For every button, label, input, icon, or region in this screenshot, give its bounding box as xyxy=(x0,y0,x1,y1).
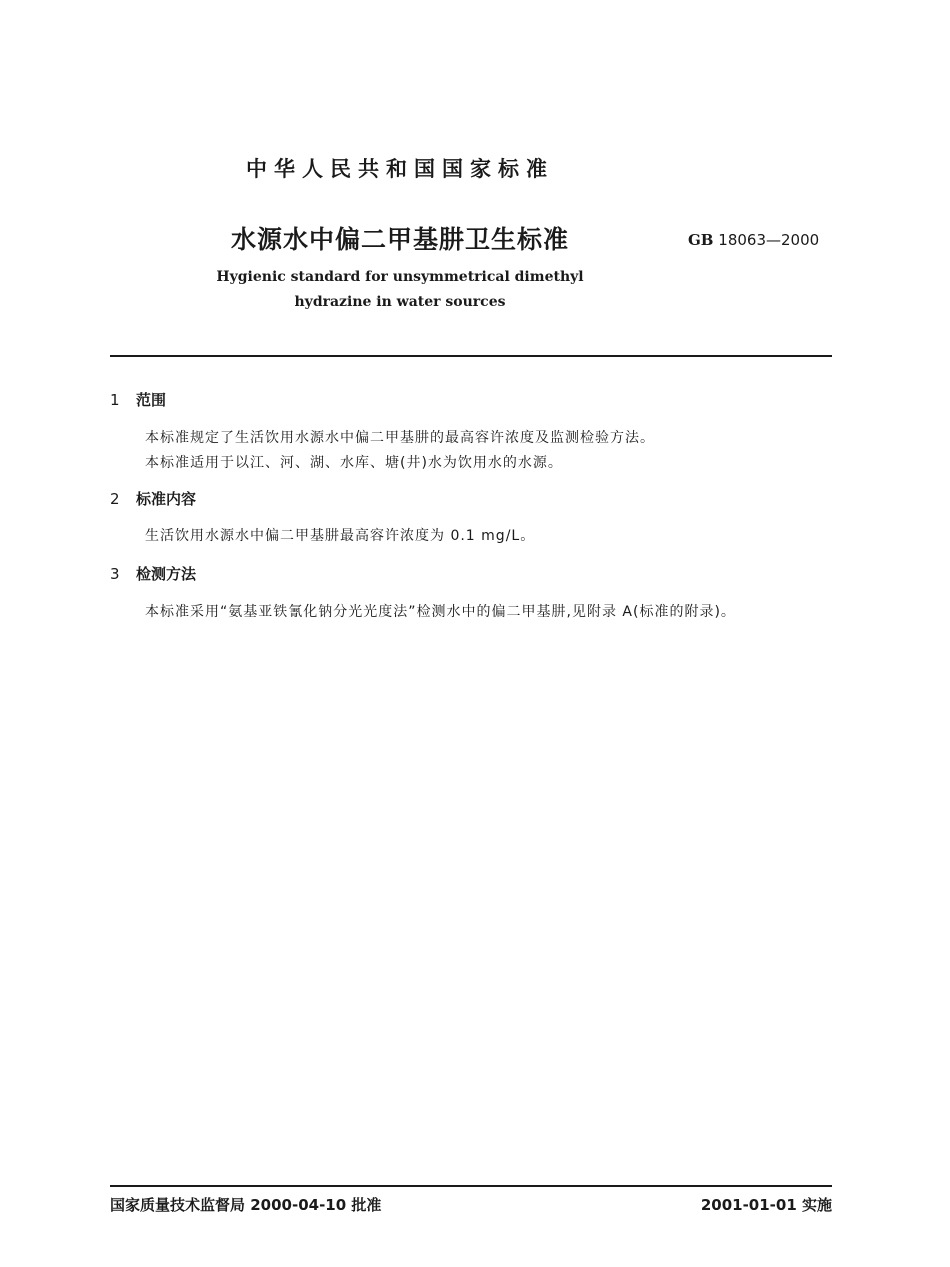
section-paragraph: 本标准采用“氨基亚铁氰化钠分光光度法”检测水中的偏二甲基肼,见附录 A(标准的附录)。 xyxy=(145,604,736,620)
national-standard-heading: 中华人民共和国国家标准 xyxy=(246,157,554,181)
footer-divider xyxy=(110,1185,832,1187)
english-title-line-1: Hygienic standard for unsymmetrical dimethyl xyxy=(216,269,584,285)
section-paragraph: 生活饮用水源水中偏二甲基肼最高容许浓度为 0.1 mg/L。 xyxy=(145,528,536,544)
section-paragraph: 本标准适用于以江、河、湖、水库、塘(井)水为饮用水的水源。 xyxy=(145,455,563,471)
standard-number xyxy=(688,231,819,249)
header-divider xyxy=(110,355,832,357)
document-title: 水源水中偏二甲基肼卫生标准 xyxy=(230,225,569,254)
effective-date: 2001-01-01 实施 xyxy=(700,1196,832,1214)
english-title-line-2: hydrazine in water sources xyxy=(294,294,506,310)
section-paragraph: 本标准规定了生活饮用水源水中偏二甲基肼的最高容许浓度及监测检验方法。 xyxy=(145,430,655,446)
section-number: 2 xyxy=(110,490,120,508)
section-heading-content xyxy=(110,488,196,509)
section-heading-scope xyxy=(110,389,166,410)
section-title: 标准内容 xyxy=(136,490,197,508)
standard-prefix: GB xyxy=(688,231,714,249)
section-heading-method xyxy=(110,563,196,584)
section-title: 范围 xyxy=(136,391,167,409)
standard-code: 18063—2000 xyxy=(718,231,820,249)
section-number: 1 xyxy=(110,391,120,409)
approval-statement: 国家质量技术监督局 2000-04-10 批准 xyxy=(110,1196,382,1214)
section-number: 3 xyxy=(110,565,120,583)
section-title: 检测方法 xyxy=(136,565,197,583)
